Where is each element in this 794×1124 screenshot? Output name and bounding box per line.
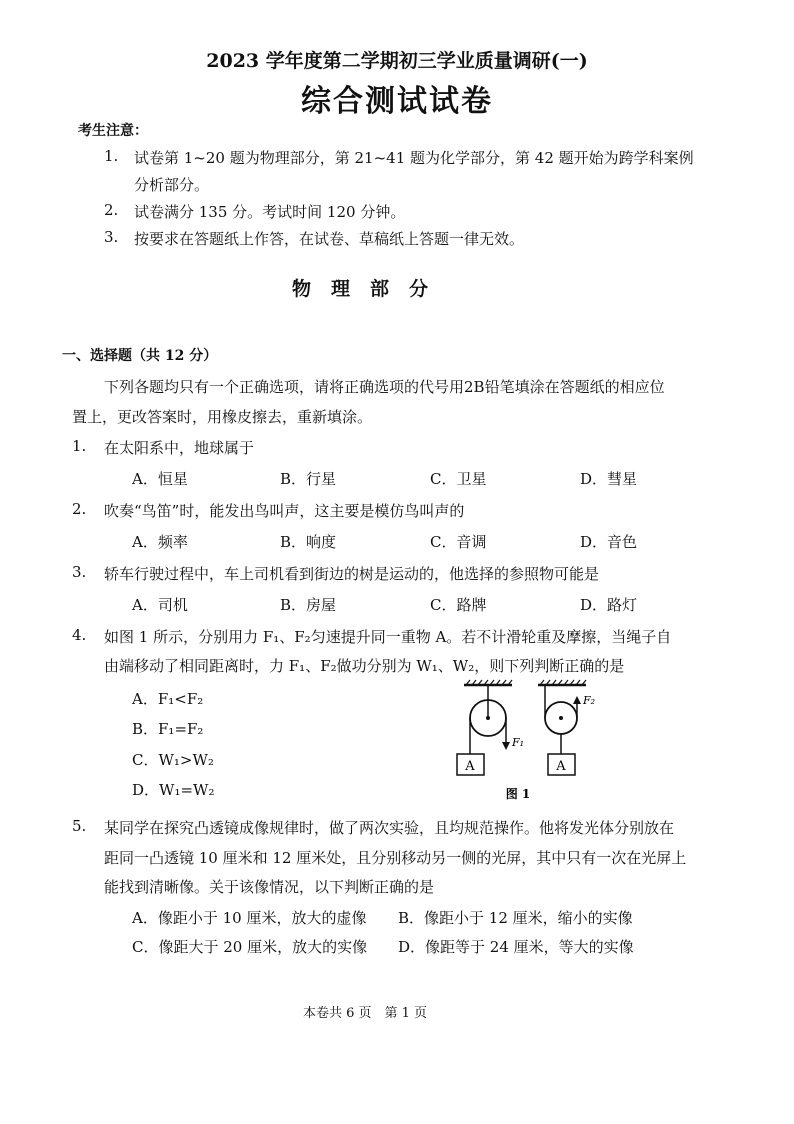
question-2-option-c: C．音调: [430, 533, 487, 551]
question-2-option-b: B．响度: [280, 533, 337, 551]
question-3-option-c: C．路牌: [430, 596, 487, 614]
question-1-option-d: D．彗星: [580, 470, 638, 488]
instructions-line-1: 下列各题均只有一个正确选项，请将正确选项的代号用2B铅笔填涂在答题纸的相应位: [104, 378, 665, 396]
question-4-number: 4.: [72, 626, 87, 644]
notice-item-3-text: 按要求在答题纸上作答，在试卷、草稿纸上答题一律无效。: [134, 230, 525, 248]
question-5-option-a: A．像距小于 10 厘米，放大的虚像: [132, 909, 367, 927]
figure-caption: 图 1: [505, 787, 531, 801]
question-5-stem-cont-2: 能找到清晰像。关于该像情况，以下判断正确的是: [104, 878, 435, 896]
notice-item-2-number: 2.: [104, 201, 119, 219]
question-4-stem-cont: 由端移动了相同距离时，力 F₁、F₂做功分别为 W₁、W₂，则下列判断正确的是: [104, 657, 625, 675]
notice-item-3-number: 3.: [104, 228, 119, 246]
question-1-stem: 在太阳系中，地球属于: [104, 439, 255, 457]
exam-title: 2023 学年度第二学期初三学业质量调研(一): [206, 50, 588, 72]
question-3-number: 3.: [72, 563, 87, 581]
question-5-number: 5.: [72, 817, 87, 835]
part-heading: 一、选择题（共 12 分）: [62, 348, 218, 364]
question-1-number: 1.: [72, 437, 87, 455]
question-2-stem: 吹奏“鸟笛”时，能发出鸟叫声，这主要是模仿鸟叫声的: [104, 502, 465, 520]
notice-item-1-number: 1.: [104, 147, 119, 165]
notice-item-2-text: 试卷满分 135 分。考试时间 120 分钟。: [134, 203, 406, 221]
question-5-option-c: C．像距大于 20 厘米，放大的实像: [132, 938, 368, 956]
force-label-f1: F₁: [512, 736, 525, 749]
block-label-left: A: [465, 759, 475, 774]
instructions-line-2: 置上，更改答案时，用橡皮擦去，重新填涂。: [72, 408, 373, 426]
question-3-stem: 轿车行驶过程中，车上司机看到街边的树是运动的，他选择的参照物可能是: [104, 565, 600, 583]
question-4-option-c: C．W₁>W₂: [132, 751, 214, 769]
force-label-f2: F₂: [583, 694, 596, 707]
question-5-stem: 某同学在探究凸透镜成像规律时，做了两次实验，且均规范操作。他将发光体分别放在: [104, 819, 675, 837]
question-1-option-b: B．行星: [280, 470, 337, 488]
notice-item-1-text: 试卷第 1~20 题为物理部分，第 21~41 题为化学部分，第 42 题开始为跨学科案例: [134, 149, 694, 167]
question-1-option-a: A．恒星: [132, 470, 188, 488]
question-4-option-a: A．F₁<F₂: [132, 690, 204, 708]
question-2-option-a: A．频率: [132, 533, 188, 551]
question-2-number: 2.: [72, 500, 87, 518]
section-title: 物理部分: [291, 278, 448, 300]
question-5-option-b: B．像距小于 12 厘米，缩小的实像: [398, 909, 633, 927]
question-5-stem-cont: 距同一凸透镜 10 厘米和 12 厘米处，且分别移动另一侧的光屏，其中只有一次在光屏上: [104, 849, 687, 867]
question-3-option-a: A．司机: [132, 596, 188, 614]
question-3-option-d: D．路灯: [580, 596, 638, 614]
page-footer: 本卷共 6 页 第 1 页: [302, 1006, 428, 1021]
question-3-option-b: B．房屋: [280, 596, 337, 614]
question-4-option-d: D．W₁=W₂: [132, 781, 215, 799]
question-2-option-d: D．音色: [580, 533, 638, 551]
question-1-option-c: C．卫星: [430, 470, 487, 488]
exam-subtitle: 综合测试试卷: [301, 84, 493, 119]
notice-heading: 考生注意：: [78, 123, 148, 139]
notice-item-1-text-cont: 分析部分。: [134, 176, 210, 194]
question-5-option-d: D．像距等于 24 厘米，等大的实像: [398, 938, 634, 956]
block-label-right: A: [556, 759, 566, 774]
pulley-figure: [452, 676, 632, 806]
question-4-stem: 如图 1 所示，分别用力 F₁、F₂匀速提升同一重物 A。若不计滑轮重及摩擦，当绳子自: [104, 628, 672, 646]
question-4-option-b: B．F₁=F₂: [132, 720, 204, 738]
